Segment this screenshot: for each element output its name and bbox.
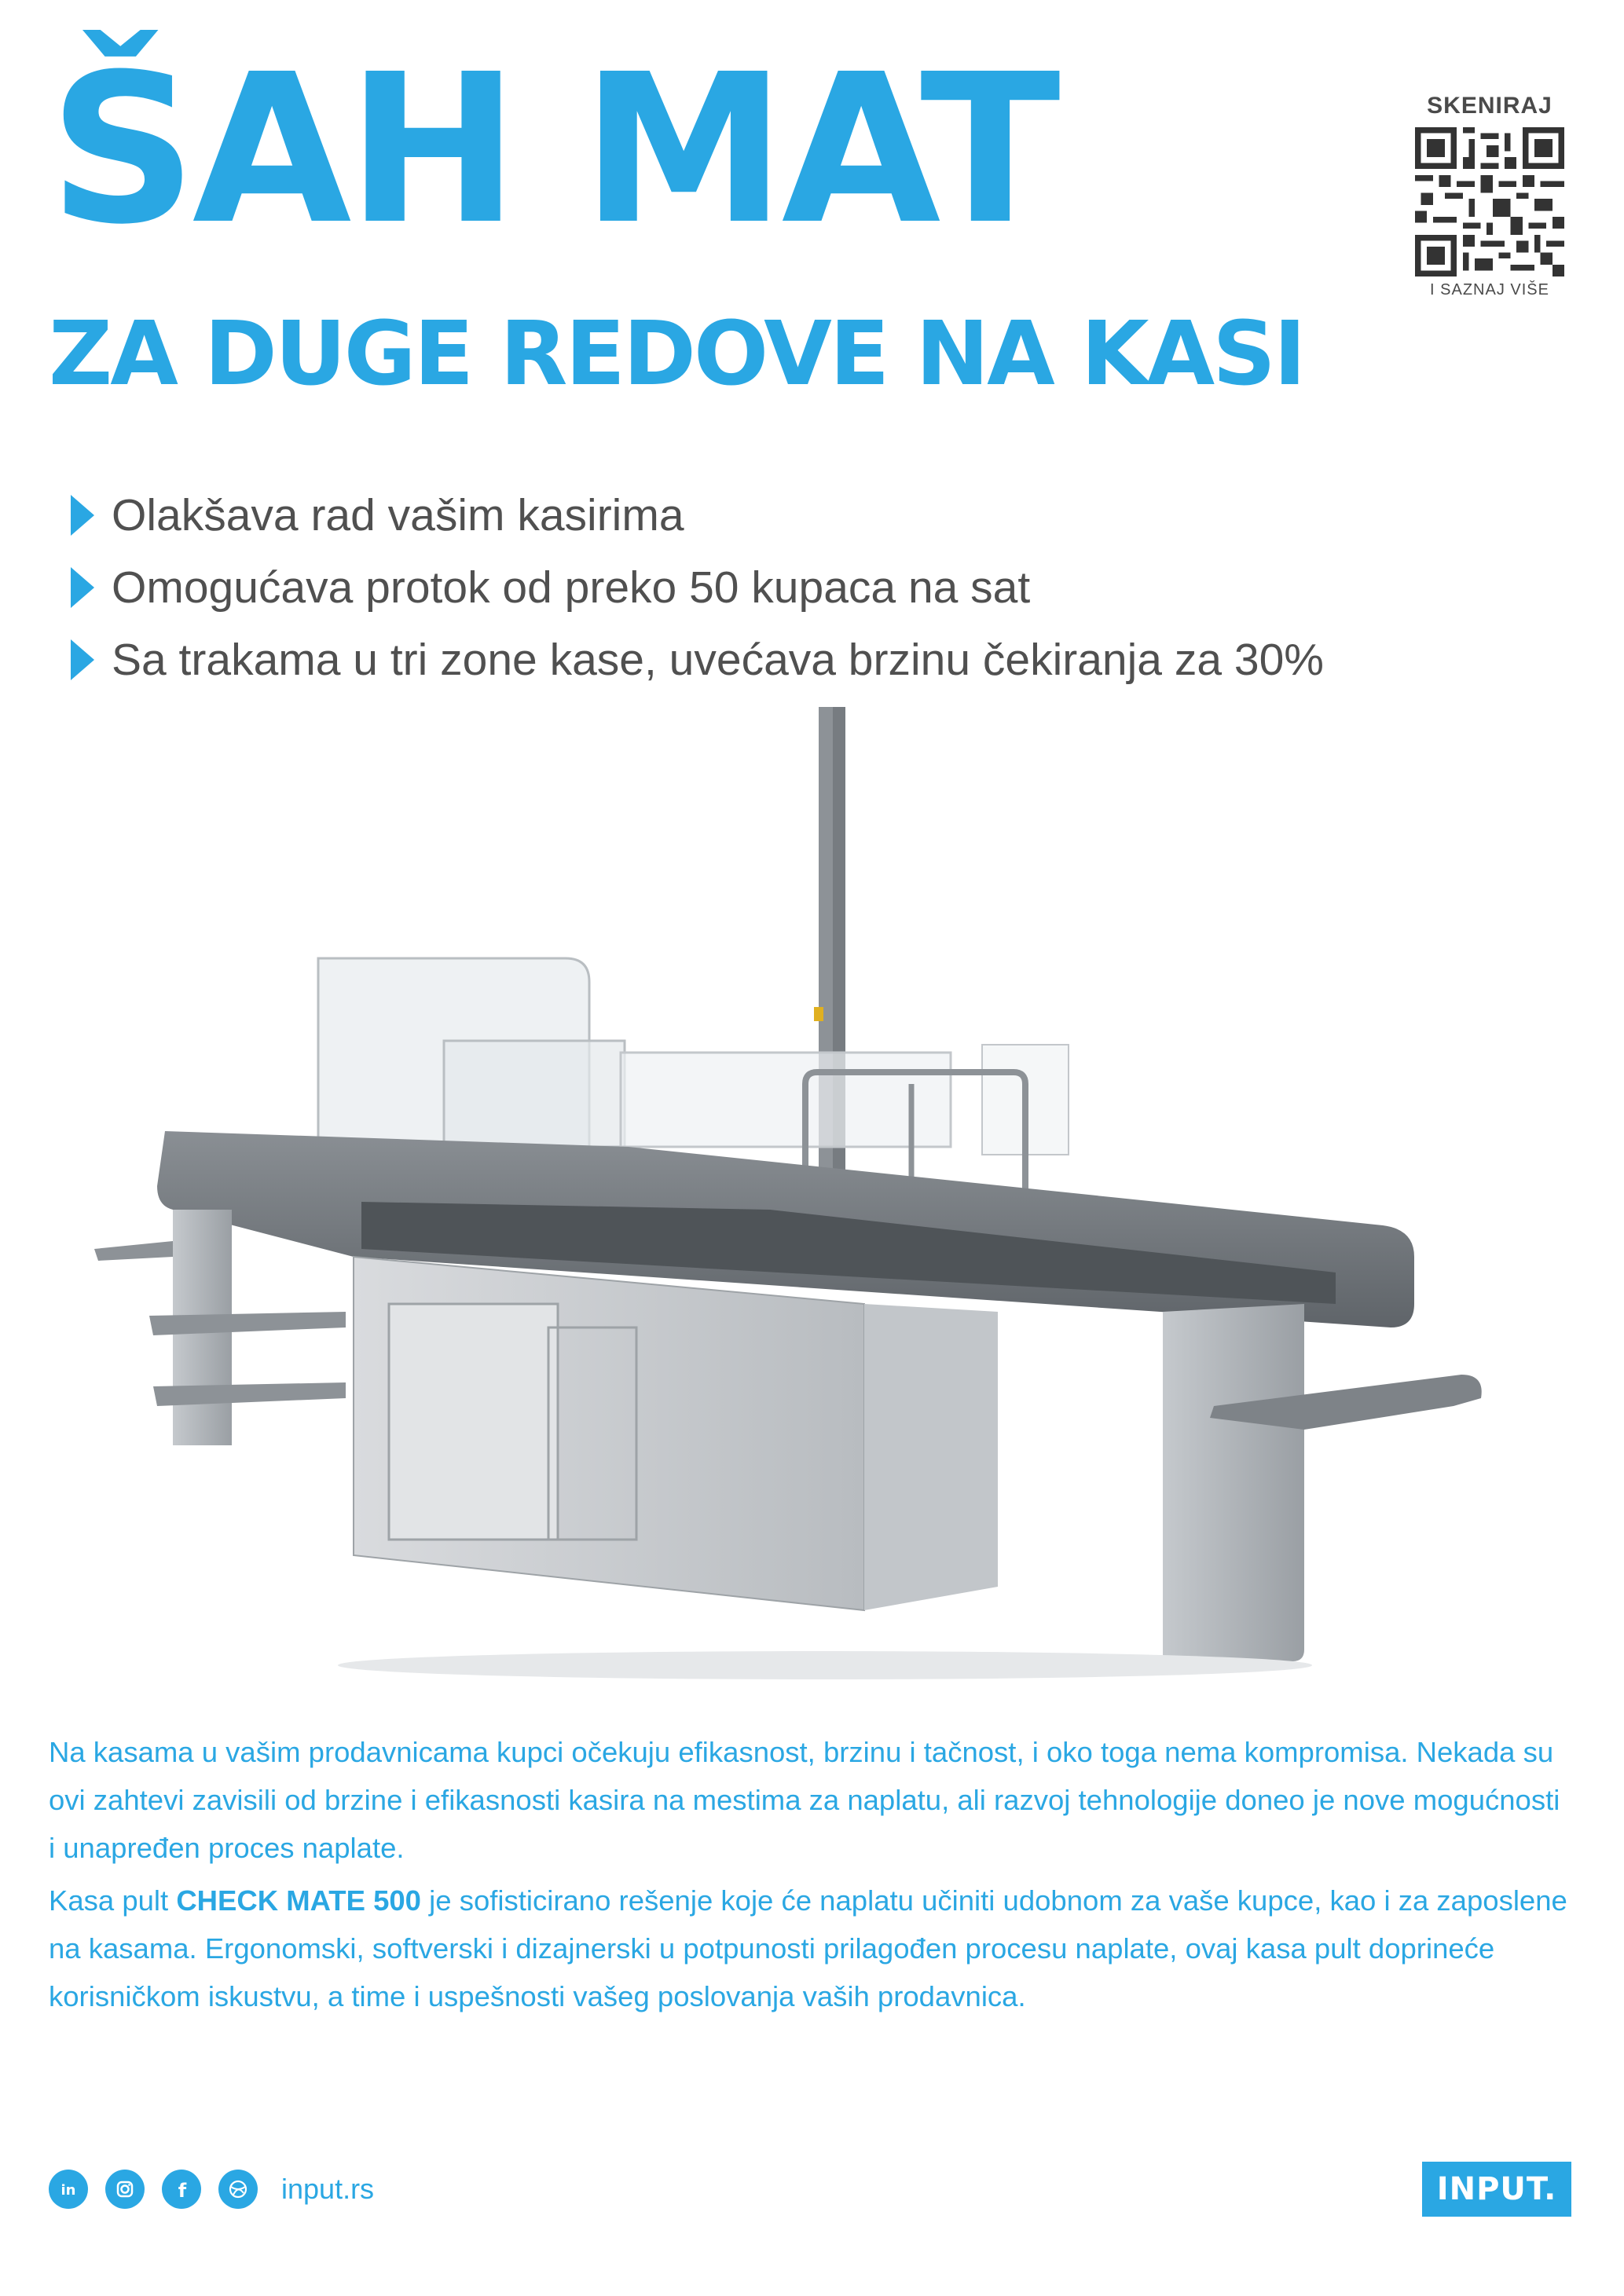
description-text: je sofisticirano rešenje koje će naplatu učiniti udobnom za vaše kupce, kao i za zaposlene na kasama. Ergonomski, softverski i dizajnerski u potpunosti prilagođen procesu naplate, ovaj kasa pult doprineće korisničkom iskustvu, a time i uspešnosti vašeg poslovanja vaših prodavnica. [49, 1884, 1567, 2012]
qr-top-label: SKENIRAJ [1427, 93, 1553, 119]
page-subtitle: ZA DUGE REDOVE NA KASI [49, 303, 1304, 405]
web-icon[interactable] [218, 2170, 258, 2209]
website-link[interactable]: input.rs [281, 2173, 375, 2205]
triangle-bullet-icon [71, 639, 94, 680]
feature-text: Olakšava rad vašim kasirima [112, 490, 684, 540]
page-title: ŠAH MAT [49, 30, 1056, 269]
svg-text:in: in [60, 2182, 76, 2199]
qr-block[interactable] [1402, 93, 1577, 299]
feature-item [71, 624, 1324, 696]
qr-bottom-label: I SAZNAJ VIŠE [1430, 281, 1549, 298]
social-links [49, 2170, 374, 2209]
feature-item [71, 479, 1324, 551]
description-block [49, 1728, 1573, 2025]
input-logo [1422, 2162, 1571, 2217]
triangle-bullet-icon [71, 495, 94, 536]
feature-list [71, 479, 1324, 696]
svg-text:f: f [178, 2180, 187, 2201]
triangle-bullet-icon [71, 567, 94, 608]
checkout-counter-image [79, 707, 1548, 1681]
instagram-icon[interactable] [105, 2170, 145, 2209]
qr-code-icon[interactable] [1415, 127, 1564, 276]
description-paragraph: Na kasama u vašim prodavnicama kupci očekuju efikasnost, brzinu i tačnost, i oko toga nema kompromisa. Nekada su ovi zahtevi zavisili od brzine i efikasnosti kasira na mestima za naplatu, ali razvoj tehnologije doneo je nove mogućnosti i unapređen proces naplate. [49, 1736, 1560, 1864]
feature-item [71, 551, 1324, 624]
facebook-icon[interactable] [162, 2170, 201, 2209]
description-text: Kasa pult [49, 1884, 177, 1917]
feature-text: Omogućava protok od preko 50 kupaca na sat [112, 562, 1031, 613]
linkedin-icon[interactable] [49, 2170, 88, 2209]
description-paragraph [49, 1877, 1573, 2020]
feature-text: Sa trakama u tri zone kase, uvećava brzinu čekiranja za 30% [112, 635, 1324, 685]
logo-text: INPUT. [1436, 2171, 1557, 2207]
product-name: CHECK MATE 500 [176, 1884, 421, 1917]
